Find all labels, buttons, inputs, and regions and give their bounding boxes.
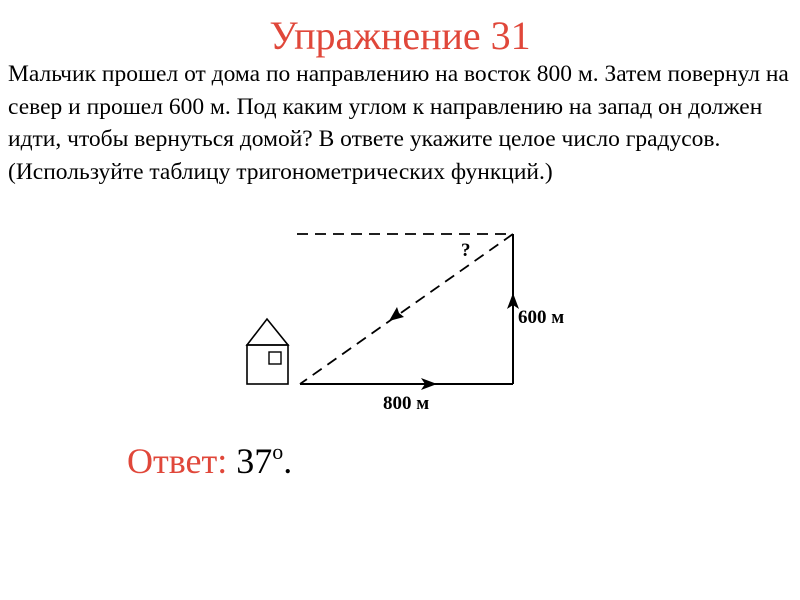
problem-text: Мальчик прошел от дома по направлению на восток 800 м. Затем повернул на север и прошел 600 м. Под каким углом к направлению на запад он должен идти, чтобы вернуться домой? В ответе укажите целое число градусов. (Используйте таблицу тригонометрических функций.) bbox=[8, 61, 789, 185]
return-path-line bbox=[300, 234, 513, 384]
degree-mark: o bbox=[272, 439, 284, 464]
east-distance-label: 800 м bbox=[383, 393, 430, 414]
answer-label: Ответ: bbox=[127, 441, 228, 481]
slide-title: Упражнение 31 bbox=[269, 13, 531, 58]
answer-block bbox=[127, 439, 292, 483]
answer-value: 37 bbox=[236, 441, 273, 481]
answer-period: . bbox=[283, 441, 293, 481]
return-arrow-icon bbox=[389, 307, 404, 321]
house-icon bbox=[247, 319, 288, 384]
angle-label: ? bbox=[461, 240, 471, 261]
north-distance-label: 600 м bbox=[518, 307, 565, 328]
